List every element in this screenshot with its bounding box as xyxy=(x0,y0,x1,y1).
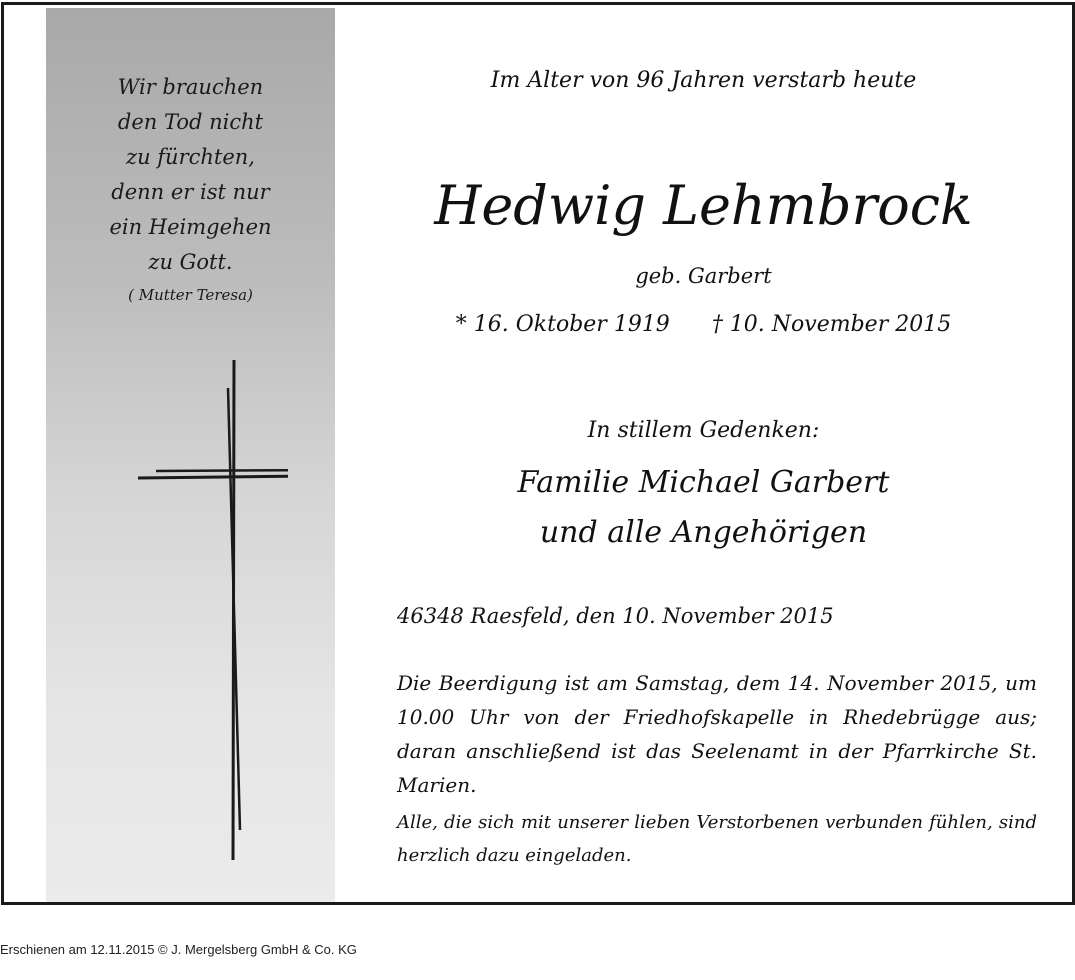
family-line: Familie Michael Garbert xyxy=(517,465,890,500)
cross-icon xyxy=(88,356,288,866)
obituary-frame xyxy=(1,2,1075,905)
life-dates xyxy=(335,312,1072,337)
quote-line: ein Heimgehen xyxy=(109,215,272,239)
place-date: 46348 Raesfeld, den 10. November 2015 xyxy=(397,604,834,628)
quote-line: denn er ist nur xyxy=(111,180,270,204)
intro-text: Im Alter von 96 Jahren verstarb heute xyxy=(490,68,917,93)
sidebar-quote xyxy=(46,70,335,280)
sidebar-panel xyxy=(46,8,335,902)
publication-footer: Erschienen am 12.11.2015 © J. Mergelsberg GmbH & Co. KG xyxy=(0,942,357,957)
quote-line: den Tod nicht xyxy=(117,110,264,134)
maiden-name: geb. Garbert xyxy=(635,264,772,288)
death-date: † 10. November 2015 xyxy=(711,312,952,337)
invitation-text: Alle, die sich mit unserer lieben Verstorbenen verbunden fühlen, sind herzlich dazu eingeladen. xyxy=(397,812,1037,866)
notice-body xyxy=(335,8,1072,902)
quote-line: zu fürchten, xyxy=(126,145,255,169)
deceased-name: Hedwig Lehmbrock xyxy=(434,174,973,237)
funeral-details: Die Beerdigung ist am Samstag, dem 14. November 2015, um 10.00 Uhr von der Friedhofskapelle in Rhedebrügge aus; daran anschließend ist das Seelenamt in der Pfarrkirche St. Marien. xyxy=(397,671,1037,797)
quote-line: zu Gott. xyxy=(148,250,233,274)
family-signature xyxy=(335,458,1072,558)
memorial-heading: In stillem Gedenken: xyxy=(587,418,820,443)
quote-line: Wir brauchen xyxy=(117,75,264,99)
quote-author: ( Mutter Teresa) xyxy=(128,286,253,304)
family-line: und alle Angehörigen xyxy=(539,515,868,550)
birth-date: * 16. Oktober 1919 xyxy=(455,312,670,337)
